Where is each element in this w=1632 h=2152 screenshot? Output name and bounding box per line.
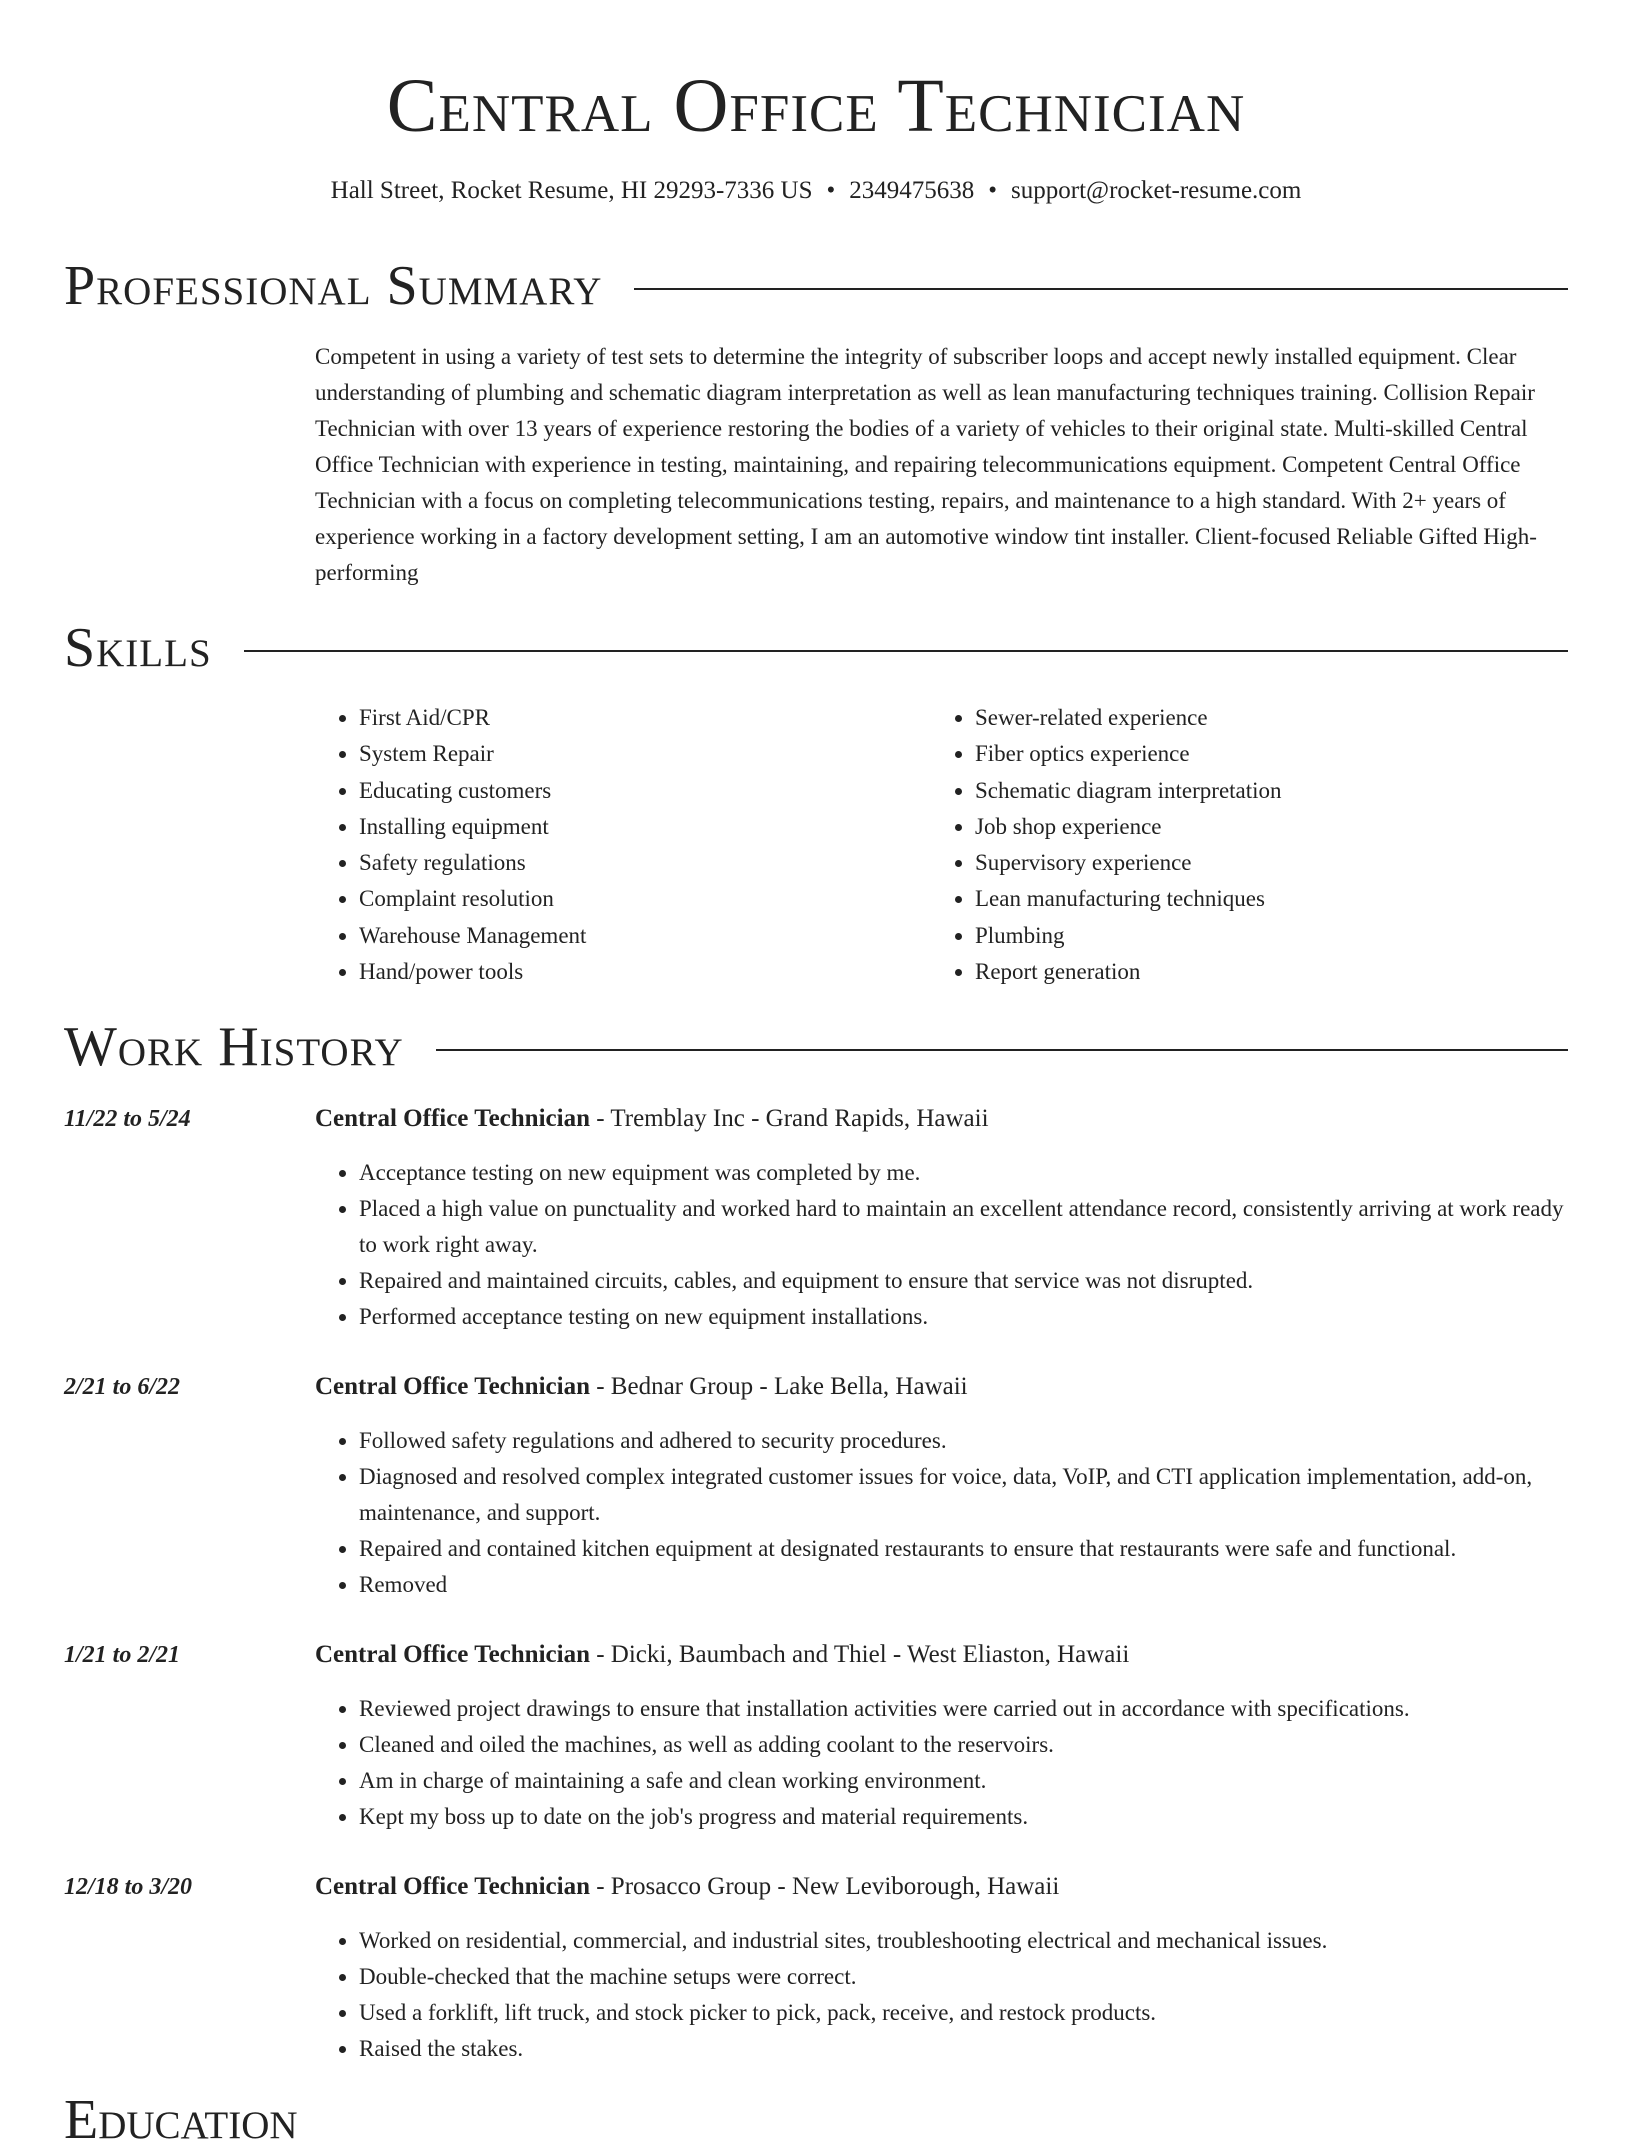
job-employer: - Bednar Group - Lake Bella, Hawaii: [589, 1373, 968, 1400]
section-divider: [436, 1049, 1568, 1051]
skill-item: • Warehouse Management: [359, 918, 931, 954]
skill-item: • Plumbing: [975, 918, 1547, 954]
job-title: Central Office Technician: [315, 1641, 590, 1668]
skill-item: • First Aid/CPR: [359, 700, 931, 736]
skills-section-header: [64, 616, 1568, 680]
skills-column-right: [931, 700, 1547, 990]
job-bullet: • Followed safety regulations and adhered to security procedures.: [359, 1423, 1568, 1459]
skills-list: [315, 700, 1567, 990]
skill-item: • System Repair: [359, 736, 931, 772]
skill-item: • Installing equipment: [359, 809, 931, 845]
contact-separator: •: [826, 177, 836, 204]
job-heading: [315, 1101, 989, 1137]
job-bullet: • Am in charge of maintaining a safe and clean working environment.: [359, 1763, 1568, 1799]
skill-item: • Job shop experience: [975, 809, 1547, 845]
skill-item: • Supervisory experience: [975, 845, 1547, 881]
skill-item: • Hand/power tools: [359, 954, 931, 990]
skill-item: • Report generation: [975, 954, 1547, 990]
job-bullet: • Used a forklift, lift truck, and stock picker to pick, pack, receive, and restock products.: [359, 1995, 1568, 2031]
job-title: Central Office Technician: [315, 1373, 590, 1400]
skills-column-left: [315, 700, 931, 990]
skill-item: • Complaint resolution: [359, 881, 931, 917]
job-bullets: [315, 1155, 1568, 1335]
resume-name: Central Office Technician: [386, 64, 1246, 148]
section-divider: [634, 288, 1568, 290]
job-dates: 2/21 to 6/22: [64, 1374, 181, 1400]
skill-item: • Educating customers: [359, 773, 931, 809]
job-title: Central Office Technician: [315, 1873, 590, 1900]
job-bullet: • Performed acceptance testing on new equipment installations.: [359, 1299, 1568, 1335]
contact-phone: 2349475638: [849, 177, 975, 204]
job-bullet: • Kept my boss up to date on the job's progress and material requirements.: [359, 1799, 1568, 1835]
job-bullet: • Double-checked that the machine setups were correct.: [359, 1959, 1568, 1995]
job-dates: 12/18 to 3/20: [64, 1874, 193, 1900]
job-heading: [315, 1369, 968, 1405]
job-bullets: [315, 1691, 1568, 1835]
job-bullet: • Diagnosed and resolved complex integrated customer issues for voice, data, VoIP, and CTI application implementation, add-on, maintenance, and support.: [359, 1459, 1568, 1531]
contact-address: Hall Street, Rocket Resume, HI 29293-7336 US: [330, 177, 813, 204]
job-title: Central Office Technician: [315, 1105, 590, 1132]
job-dates: 11/22 to 5/24: [64, 1106, 191, 1132]
skill-item: • Safety regulations: [359, 845, 931, 881]
job-bullet: • Cleaned and oiled the machines, as well as adding coolant to the reservoirs.: [359, 1727, 1568, 1763]
job-employer: - Prosacco Group - New Leviborough, Hawaii: [589, 1873, 1060, 1900]
skill-item: • Schematic diagram interpretation: [975, 773, 1547, 809]
skill-item: • Sewer-related experience: [975, 700, 1547, 736]
job-bullet: • Acceptance testing on new equipment was completed by me.: [359, 1155, 1568, 1191]
job-employer: - Dicki, Baumbach and Thiel - West Eliaston, Hawaii: [589, 1641, 1130, 1668]
contact-line: [0, 174, 1632, 208]
contact-separator: •: [988, 177, 998, 204]
job-bullet: • Placed a high value on punctuality and worked hard to maintain an excellent attendance record, consistently arriving at work ready to work right away.: [359, 1191, 1568, 1263]
job-bullet: • Repaired and contained kitchen equipment at designated restaurants to ensure that restaurants were safe and functional.: [359, 1531, 1568, 1567]
job-bullet: • Reviewed project drawings to ensure that installation activities were carried out in accordance with specifications.: [359, 1691, 1568, 1727]
summary-text: Competent in using a variety of test sets to determine the integrity of subscriber loops and accept newly installed equipment. Clear understanding of plumbing and schematic diagram interpretation as well as lean manufacturing techniques training. Collision Repair Technician with over 13 years of experience restoring the bodies of a variety of vehicles to their original state. Multi-skilled Central Office Technician with experience in testing, maintaining, and repairing telecommunications equipment. Competent Central Office Technician with a focus on completing telecommunications testing, repairs, and maintenance to a high standard. With 2+ years of experience working in a factory development setting, I am an automotive window tint installer. Client-focused Reliable Gifted High-performing: [315, 344, 1537, 585]
summary-section-header: [64, 254, 1568, 318]
job-bullet: • Raised the stakes.: [359, 2031, 1568, 2067]
job-bullets: [315, 1423, 1568, 1603]
summary-section-title: Professional Summary: [64, 255, 603, 317]
contact-email: support@rocket-resume.com: [1011, 177, 1302, 204]
education-section-title: Education: [64, 2089, 298, 2151]
job-dates: 1/21 to 2/21: [64, 1642, 181, 1668]
section-divider: [244, 650, 1568, 652]
job-employer: - Tremblay Inc - Grand Rapids, Hawaii: [589, 1105, 989, 1132]
job-bullet: • Removed: [359, 1567, 1568, 1603]
skill-item: • Fiber optics experience: [975, 736, 1547, 772]
skills-section-title: Skills: [64, 617, 212, 679]
job-bullet: • Worked on residential, commercial, and industrial sites, troubleshooting electrical and mechanical issues.: [359, 1923, 1568, 1959]
job-bullets: [315, 1923, 1568, 2067]
work-section-header: [64, 1015, 1568, 1079]
job-heading: [315, 1637, 1129, 1673]
work-section-title: Work History: [64, 1016, 404, 1078]
job-bullet: • Repaired and maintained circuits, cables, and equipment to ensure that service was not disrupted.: [359, 1263, 1568, 1299]
skill-item: • Lean manufacturing techniques: [975, 881, 1547, 917]
job-heading: [315, 1869, 1059, 1905]
